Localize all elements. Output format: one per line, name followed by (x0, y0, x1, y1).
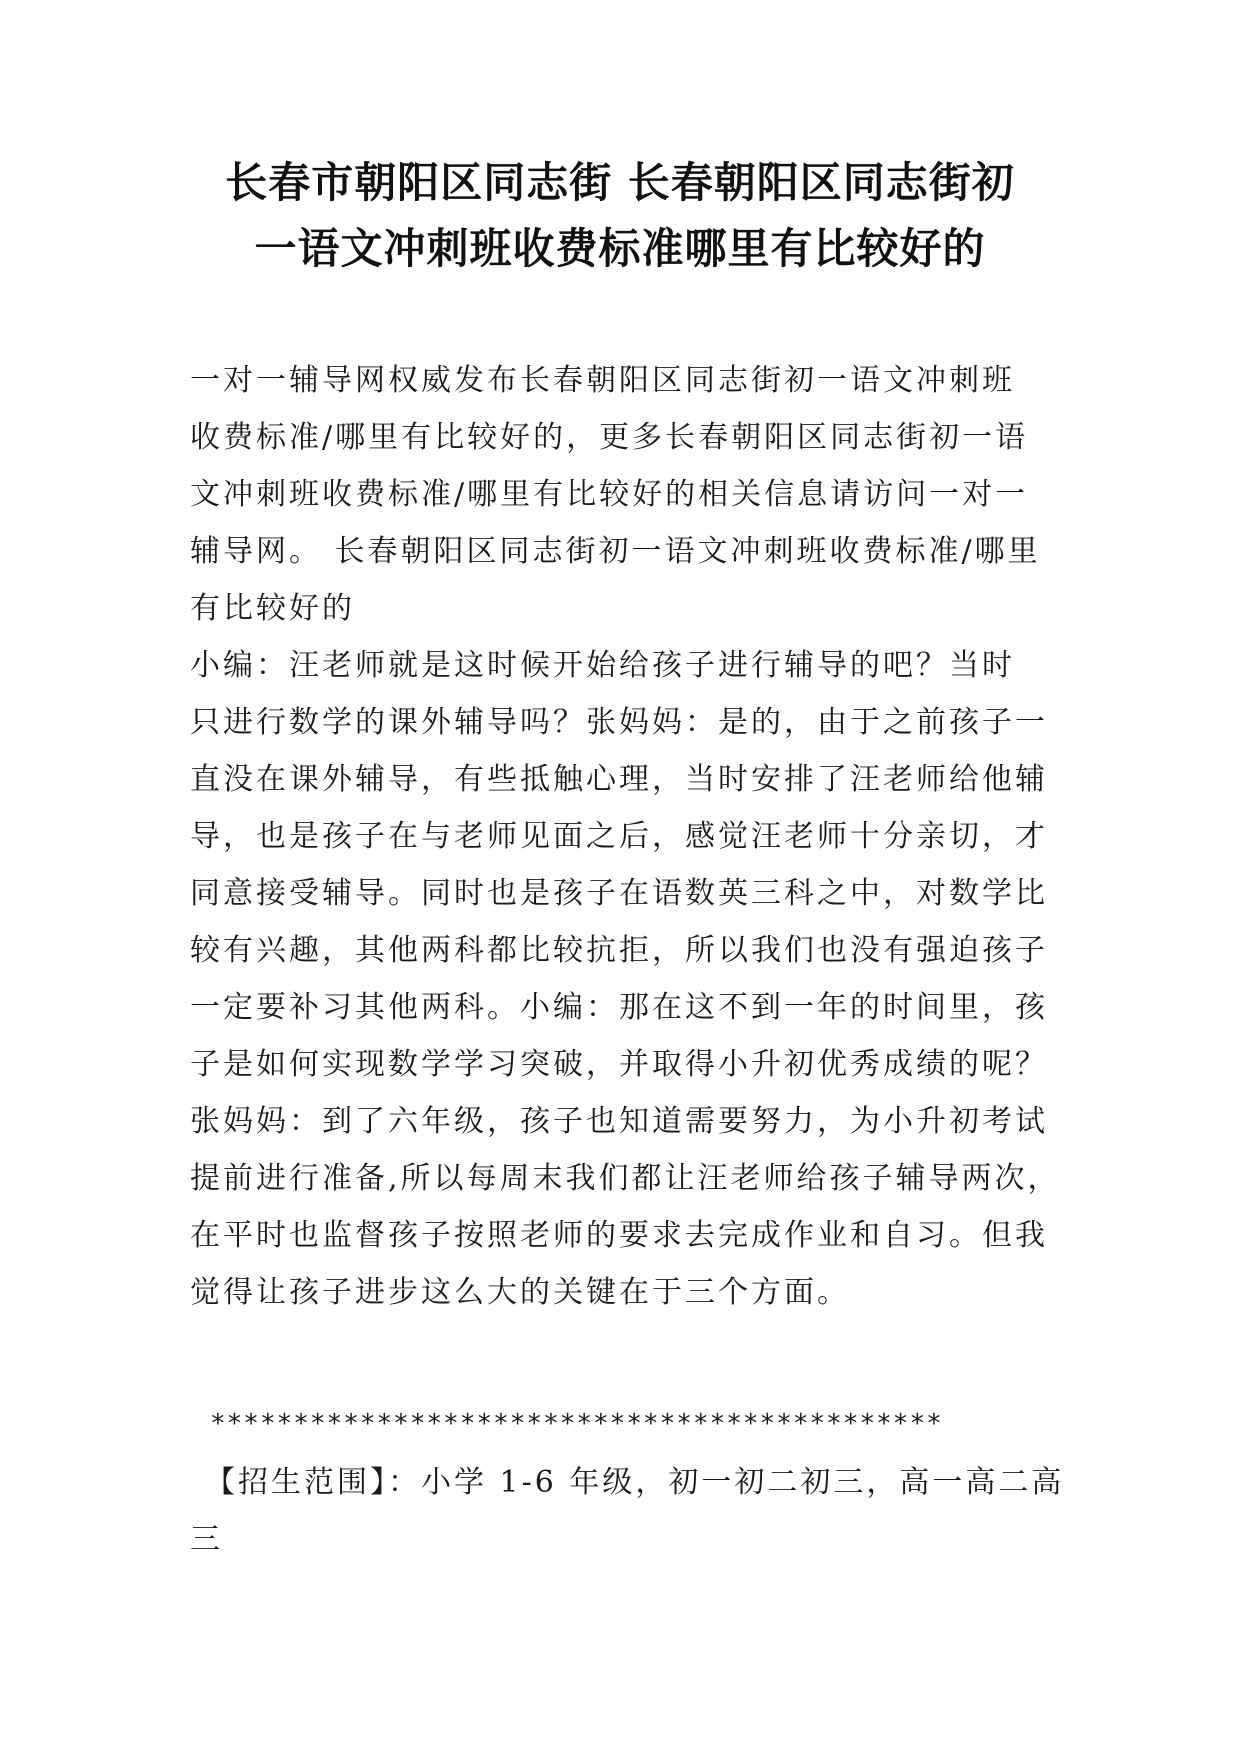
asterisk-separator: ******************************************** (210, 1409, 943, 1439)
body-line: 在平时也监督孩子按照老师的要求去完成作业和自习。但我 (190, 1218, 1048, 1253)
body-line: 导，也是孩子在与老师见面之后，感觉汪老师十分亲切，才 (190, 819, 1048, 854)
scope-line: 【招生范围】：小学 1-6 年级，初一初二初三，高一高二高 (205, 1465, 1065, 1500)
title-line-2: 一语文冲刺班收费标准哪里有比较好的 (254, 224, 986, 273)
body-line: 一定要补习其他两科。小编：那在这不到一年的时间里，孩 (190, 990, 1048, 1025)
body-line: 一对一辅导网权威发布长春朝阳区同志街初一语文冲刺班 (190, 363, 1015, 398)
body-line: 收费标准/哪里有比较好的，更多长春朝阳区同志街初一语 (190, 420, 1029, 455)
body-line: 子是如何实现数学学习突破，并取得小升初优秀成绩的呢？ (190, 1047, 1048, 1082)
body-line: 辅导网。 长春朝阳区同志街初一语文冲刺班收费标准/哪里 (190, 534, 1041, 569)
body-line: 文冲刺班收费标准/哪里有比较好的相关信息请访问一对一 (190, 477, 1029, 512)
scope-line: 三 (190, 1522, 223, 1557)
body-line: 小编：汪老师就是这时候开始给孩子进行辅导的吧？当时 (190, 648, 1015, 683)
body-line: 同意接受辅导。同时也是孩子在语数英三科之中，对数学比 (190, 876, 1048, 911)
body-line: 只进行数学的课外辅导吗？张妈妈：是的，由于之前孩子一 (190, 705, 1048, 740)
title-line-1: 长春市朝阳区同志街 长春朝阳区同志街初 (225, 158, 1015, 207)
body-line: 张妈妈：到了六年级，孩子也知道需要努力，为小升初考试 (190, 1104, 1048, 1139)
document-title (170, 150, 1070, 282)
body-line: 觉得让孩子进步这么大的关键在于三个方面。 (190, 1275, 850, 1310)
body-line: 有比较好的 (190, 591, 355, 626)
enrollment-scope (190, 1454, 1085, 1568)
body-line: 直没在课外辅导，有些抵触心理，当时安排了汪老师给他辅 (190, 762, 1048, 797)
body-line: 较有兴趣，其他两科都比较抗拒，所以我们也没有强迫孩子 (190, 933, 1048, 968)
article-body (190, 352, 1085, 1321)
body-line: 提前进行准备,所以每周末我们都让汪老师给孩子辅导两次， (190, 1161, 1061, 1196)
